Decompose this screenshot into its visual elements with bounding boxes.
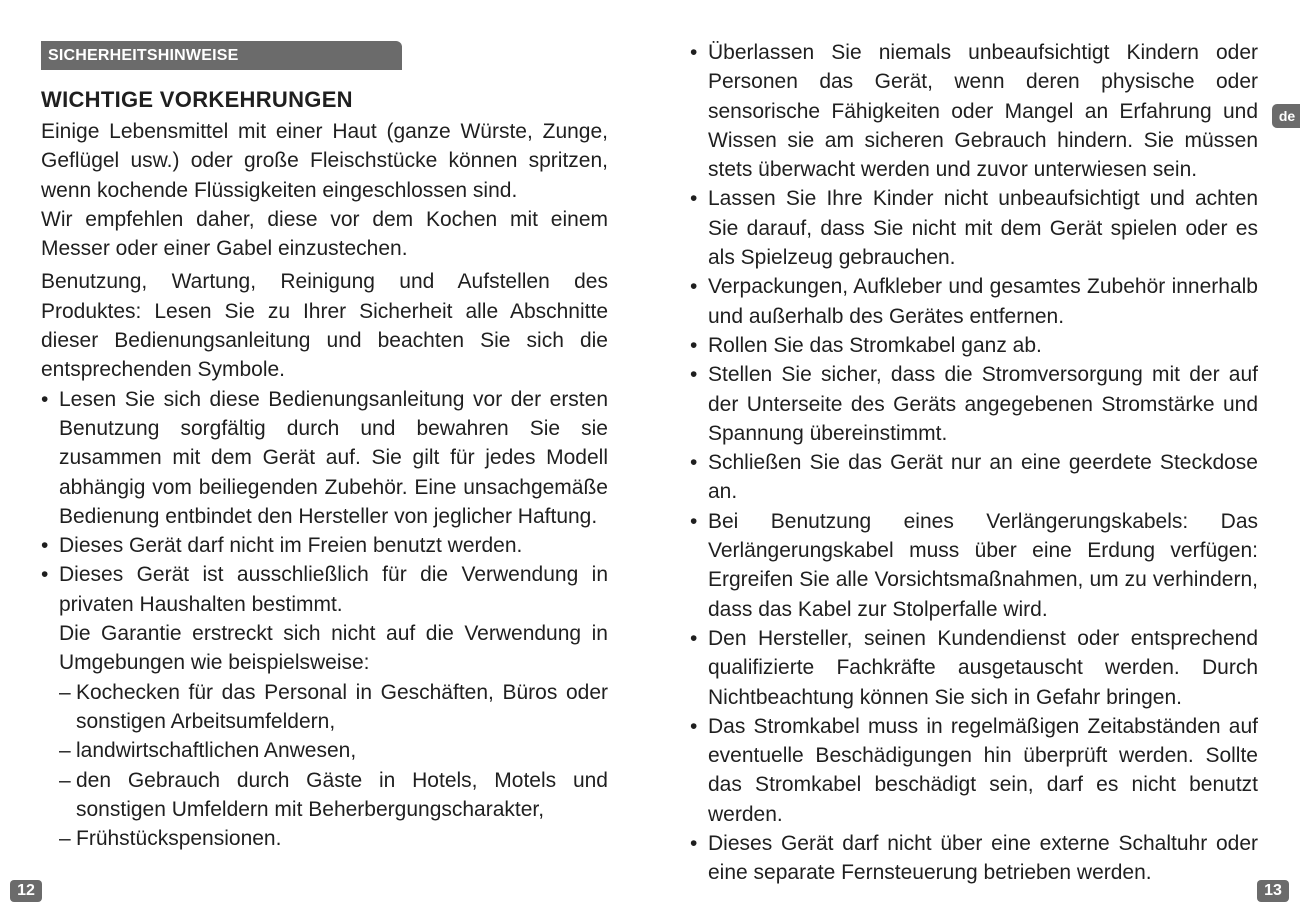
list-item: • Bei Benutzung eines Verlängerungskabels: Das Verlängerungskabel muss über eine Erdung verfügen: Ergreifen Sie alle Vorsichtsmaßnahmen, um zu verhindern, dass das Kabel zur Stolperfalle wird. bbox=[690, 507, 1258, 624]
section-label: SICHERHEITSHINWEISE bbox=[41, 41, 402, 70]
bullet-list bbox=[690, 38, 1258, 888]
list-item: • Rollen Sie das Stromkabel ganz ab. bbox=[690, 331, 1258, 360]
dash-item: – landwirtschaftlichen Anwesen, bbox=[59, 736, 608, 765]
guarantee-note: Die Garantie erstreckt sich nicht auf die Verwendung in Umgebungen wie beispielsweise: bbox=[59, 622, 608, 675]
list-item: • Dieses Gerät darf nicht über eine externe Schaltuhr oder eine separate Fernsteuerung betrieben werden. bbox=[690, 829, 1258, 888]
list-item: • Den Hersteller, seinen Kundendienst oder entsprechend qualifizierte Fachkräfte ausgetauscht werden. Durch Nichtbeachtung können Sie sich in Gefahr bringen. bbox=[690, 624, 1258, 712]
dash-item: – den Gebrauch durch Gäste in Hotels, Motels und sonstigen Umfeldern mit Beherbergungscharakter, bbox=[59, 766, 608, 825]
list-item: • Dieses Gerät darf nicht im Freien benutzt werden. bbox=[41, 531, 608, 560]
left-column bbox=[41, 117, 608, 853]
paragraph: Benutzung, Wartung, Reinigung und Aufstellen des Produktes: Lesen Sie zu Ihrer Sicherheit alle Abschnitte dieser Bedienungsanleitung und beachten Sie sich die entsprechenden Symbole. bbox=[41, 270, 608, 382]
list-item: • Schließen Sie das Gerät nur an eine geerdete Steckdose an. bbox=[690, 448, 1258, 507]
language-tab: de bbox=[1272, 104, 1300, 128]
list-item: • Lassen Sie Ihre Kinder nicht unbeaufsichtigt und achten Sie darauf, dass Sie nicht mit dem Gerät spielen oder es als Spielzeug gebrauchen. bbox=[690, 184, 1258, 272]
list-item: • Lesen Sie sich diese Bedienungsanleitung vor der ersten Benutzung sorgfältig durch und bewahren Sie sie zusammen mit dem Gerät auf. Sie gilt für jedes Modell abhängig vom beiliegenden Zubehör. Eine unsachgemäße Bedienung entbindet den Hersteller von jeglicher Haftung. bbox=[41, 385, 608, 531]
list-item-text: Dieses Gerät ist ausschließlich für die Verwendung in privaten Haushalten bestimmt. bbox=[59, 563, 608, 616]
page-number-left: 12 bbox=[10, 880, 42, 902]
page-number-right: 13 bbox=[1257, 880, 1289, 902]
list-item: • Überlassen Sie niemals unbeaufsichtigt Kindern oder Personen das Gerät, wenn deren physische oder sensorische Fähigkeiten oder Mangel an Erfahrung und Wissen sie am sicheren Gebrauch hindern. Sie müssen stets überwacht werden und zuvor unterwiesen sein. bbox=[690, 38, 1258, 184]
page-title: WICHTIGE VORKEHRUNGEN bbox=[41, 87, 353, 112]
bullet-list bbox=[41, 385, 608, 854]
list-item: • Das Stromkabel muss in regelmäßigen Zeitabständen auf eventuelle Beschädigungen hin überprüft werden. Sollte das Stromkabel beschädigt sein, darf es nicht benutzt werden. bbox=[690, 712, 1258, 829]
dash-item: – Frühstückspensionen. bbox=[59, 824, 608, 853]
list-item: • Stellen Sie sicher, dass die Stromversorgung mit der auf der Unterseite des Geräts angegebenen Stromstärke und Spannung übereinstimmt. bbox=[690, 360, 1258, 448]
list-item: • Verpackungen, Aufkleber und gesamtes Zubehör innerhalb und außerhalb des Gerätes entfernen. bbox=[690, 272, 1258, 331]
right-column bbox=[690, 38, 1258, 888]
paragraph: Einige Lebensmittel mit einer Haut (ganze Würste, Zunge, Geflügel usw.) oder große Fleischstücke können spritzen, wenn kochende Flüssigkeiten eingeschlossen sind. bbox=[41, 120, 608, 202]
list-item bbox=[41, 560, 608, 853]
dash-item: – Kochecken für das Personal in Geschäften, Büros oder sonstigen Arbeitsumfeldern, bbox=[59, 678, 608, 737]
paragraph: Wir empfehlen daher, diese vor dem Kochen mit einem Messer oder einer Gabel einzustechen. bbox=[41, 207, 608, 261]
dash-list bbox=[59, 678, 608, 854]
